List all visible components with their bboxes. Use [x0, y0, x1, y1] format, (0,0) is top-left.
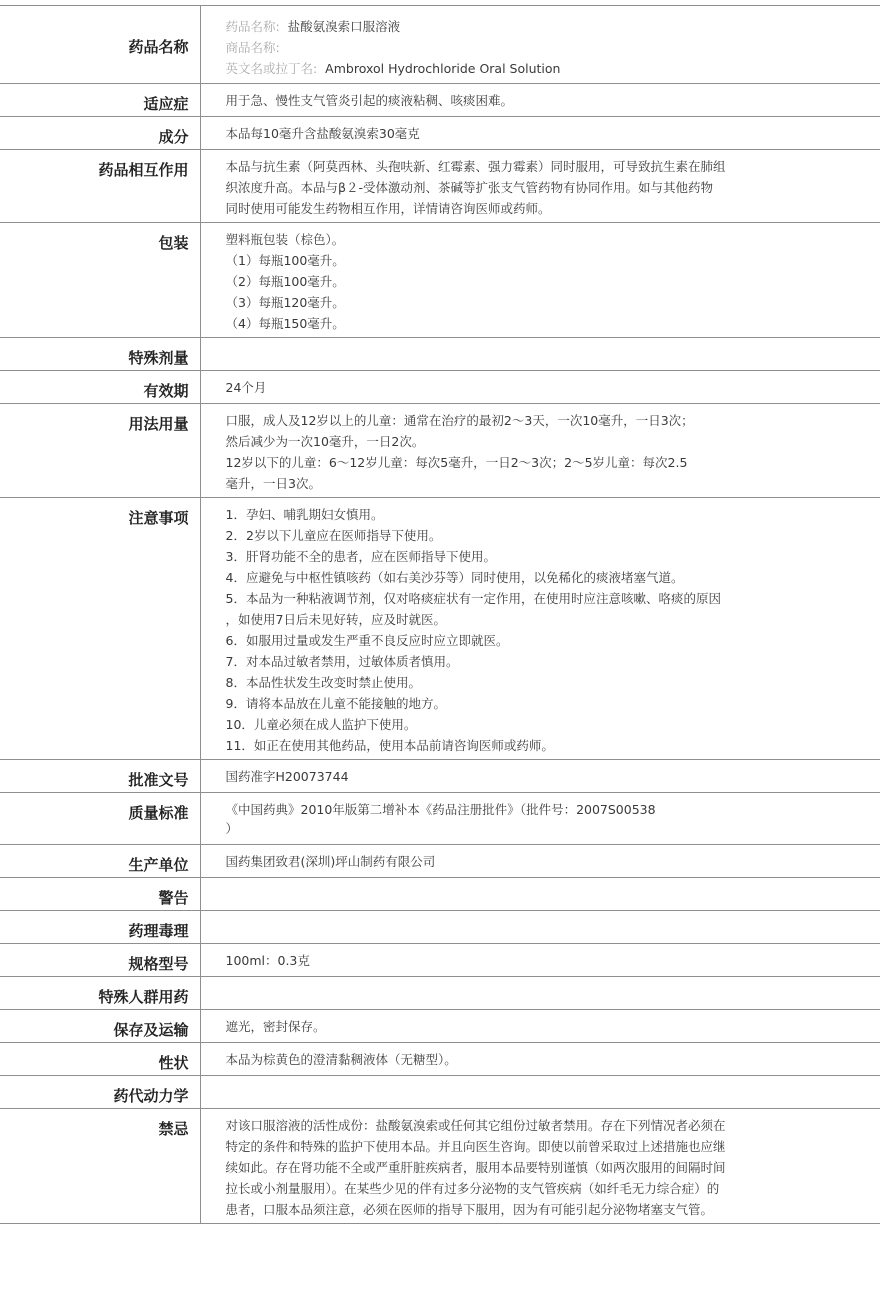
precaution-item: 3．肝肾功能不全的患者，应在医师指导下使用。 [225, 549, 496, 564]
value-manufacturer [200, 845, 880, 878]
generic-name-value: 盐酸氨溴索口服溶液 [287, 19, 401, 34]
english-name-value: Ambroxol Hydrochloride Oral Solution [325, 61, 561, 76]
precaution-item: 7．对本品过敏者禁用，过敏体质者慎用。 [225, 654, 459, 669]
row-standard [0, 793, 880, 845]
standard-line: ） [225, 821, 239, 836]
value-pharmacology [200, 911, 880, 944]
row-manufacturer [0, 845, 880, 878]
precaution-item: 5．本品为一种粘液调节剂，仅对咯痰症状有一定作用，在使用时应注意咳嗽、咯痰的原因 [225, 591, 721, 606]
label-usage: 用法用量 [0, 404, 200, 498]
package-line: 塑料瓶包装（棕色）。 [225, 232, 345, 247]
label-standard: 质量标准 [0, 793, 200, 845]
value-interaction [200, 150, 880, 223]
precaution-item: 8．本品性状发生改变时禁止使用。 [225, 675, 421, 690]
value-package [200, 223, 880, 338]
package-line: （2）每瓶100毫升。 [225, 274, 345, 289]
value-indication [200, 84, 880, 117]
validity-line: 24个月 [225, 380, 267, 395]
row-special-dose [0, 338, 880, 371]
label-indication: 适应症 [0, 84, 200, 117]
row-pharmacokinetics [0, 1076, 880, 1109]
interaction-line: 本品与抗生素（阿莫西林、头孢呋新、红霉素、强力霉素）同时服用，可导致抗生素在肺组 [225, 159, 726, 174]
label-approval: 批准文号 [0, 760, 200, 793]
value-standard [200, 793, 880, 845]
row-pharmacology [0, 911, 880, 944]
precaution-item: 10．儿童必须在成人监护下使用。 [225, 717, 417, 732]
label-spec: 规格型号 [0, 944, 200, 977]
value-storage [200, 1010, 880, 1043]
appearance-line: 本品为棕黄色的澄清黏稠液体（无糖型）。 [225, 1052, 457, 1067]
drug-info-table [0, 5, 880, 1224]
label-interaction: 药品相互作用 [0, 150, 200, 223]
indication-line: 用于急、慢性支气管炎引起的痰液粘稠、咳痰困难。 [225, 93, 514, 108]
english-name-row [226, 58, 871, 79]
row-precautions [0, 498, 880, 760]
package-line: （3）每瓶120毫升。 [225, 295, 345, 310]
row-package [0, 223, 880, 338]
precaution-item: ，如使用7日后未见好转，应及时就医。 [225, 612, 446, 627]
label-ingredient: 成分 [0, 117, 200, 150]
value-ingredient [200, 117, 880, 150]
standard-line: 《中国药典》2010年版第二增补本《药品注册批件》（批件号：2007S00538 [225, 802, 656, 817]
label-special-dose: 特殊剂量 [0, 338, 200, 371]
row-usage [0, 404, 880, 498]
label-pharmacokinetics: 药代动力学 [0, 1076, 200, 1109]
trade-name-row [226, 37, 871, 58]
precaution-item: 1．孕妇、哺乳期妇女慎用。 [225, 507, 384, 522]
usage-line: 12岁以下的儿童：6～12岁儿童：每次5毫升，一日2～3次；2～5岁儿童：每次2.5 [225, 455, 688, 470]
spec-line: 100ml：0.3克 [225, 953, 310, 968]
ingredient-line: 本品每10毫升含盐酸氨溴索30毫克 [225, 126, 420, 141]
row-indication [0, 84, 880, 117]
label-warning: 警告 [0, 878, 200, 911]
label-contraindication: 禁忌 [0, 1109, 200, 1224]
row-storage [0, 1010, 880, 1043]
value-validity [200, 371, 880, 404]
contraindication-line: 拉长或小剂量服用）。在某些少见的伴有过多分泌物的支气管疾病（如纤毛无力综合症）的 [225, 1181, 720, 1196]
label-pharmacology: 药理毒理 [0, 911, 200, 944]
row-names [0, 6, 880, 84]
label-precautions: 注意事项 [0, 498, 200, 760]
row-interaction [0, 150, 880, 223]
row-validity [0, 371, 880, 404]
value-precautions [200, 498, 880, 760]
row-approval [0, 760, 880, 793]
value-spec [200, 944, 880, 977]
row-special-groups [0, 977, 880, 1010]
value-pharmacokinetics [200, 1076, 880, 1109]
trade-name-label: 商品名称: [225, 40, 280, 55]
contraindication-line: 特定的条件和特殊的监护下使用本品。并且向医生咨询。即使以前曾采取过上述措施也应继 [225, 1139, 726, 1154]
value-contraindication [200, 1109, 880, 1224]
precaution-item: 4．应避免与中枢性镇咳药（如右美沙芬等）同时使用，以免稀化的痰液堵塞气道。 [225, 570, 684, 585]
label-validity: 有效期 [0, 371, 200, 404]
row-appearance [0, 1043, 880, 1076]
package-line: （4）每瓶150毫升。 [225, 316, 345, 331]
precaution-item: 9．请将本品放在儿童不能接触的地方。 [225, 696, 446, 711]
value-warning [200, 878, 880, 911]
precaution-item: 6．如服用过量或发生严重不良反应时应立即就医。 [225, 633, 509, 648]
precaution-item: 2．2岁以下儿童应在医师指导下使用。 [225, 528, 442, 543]
generic-name-spacer [280, 19, 288, 34]
value-special-dose [200, 338, 880, 371]
value-special-groups [200, 977, 880, 1010]
label-drug-name: 药品名称 [0, 6, 200, 84]
usage-line: 毫升，一日3次。 [225, 476, 321, 491]
interaction-line: 织浓度升高。本品与β２-受体激动剂、茶碱等扩张支气管药物有协同作用。如与其他药物 [225, 180, 713, 195]
english-name-label: 英文名或拉丁名: [225, 61, 318, 76]
manufacturer-line: 国药集团致君(深圳)坪山制药有限公司 [225, 854, 436, 869]
contraindication-line: 对该口服溶液的活性成份：盐酸氨溴索或任何其它组份过敏者禁用。存在下列情况者必须在 [225, 1118, 726, 1133]
usage-line: 口服，成人及12岁以上的儿童：通常在治疗的最初2～3天，一次10毫升，一日3次； [225, 413, 694, 428]
label-special-groups: 特殊人群用药 [0, 977, 200, 1010]
row-ingredient [0, 117, 880, 150]
storage-line: 遮光，密封保存。 [225, 1019, 326, 1034]
value-appearance [200, 1043, 880, 1076]
row-warning [0, 878, 880, 911]
value-usage [200, 404, 880, 498]
label-appearance: 性状 [0, 1043, 200, 1076]
approval-line: 国药准字H20073744 [225, 769, 349, 784]
value-approval [200, 760, 880, 793]
generic-name-row [226, 16, 871, 37]
row-contraindication [0, 1109, 880, 1224]
row-spec [0, 944, 880, 977]
usage-line: 然后减少为一次10毫升，一日2次。 [225, 434, 425, 449]
contraindication-line: 患者，口服本品须注意，必须在医师的指导下服用，因为有可能引起分泌物堵塞支气管。 [225, 1202, 714, 1217]
label-package: 包装 [0, 223, 200, 338]
contraindication-line: 续如此。存在肾功能不全或严重肝脏疾病者，服用本品要特别谨慎（如两次服用的间隔时间 [225, 1160, 726, 1175]
english-name-spacer [317, 61, 325, 76]
label-storage: 保存及运输 [0, 1010, 200, 1043]
precaution-item: 11．如正在使用其他药品，使用本品前请咨询医师或药师。 [225, 738, 554, 753]
value-names [200, 6, 880, 84]
generic-name-label: 药品名称: [225, 19, 280, 34]
package-line: （1）每瓶100毫升。 [225, 253, 345, 268]
interaction-line: 同时使用可能发生药物相互作用，详情请咨询医师或药师。 [225, 201, 551, 216]
label-manufacturer: 生产单位 [0, 845, 200, 878]
